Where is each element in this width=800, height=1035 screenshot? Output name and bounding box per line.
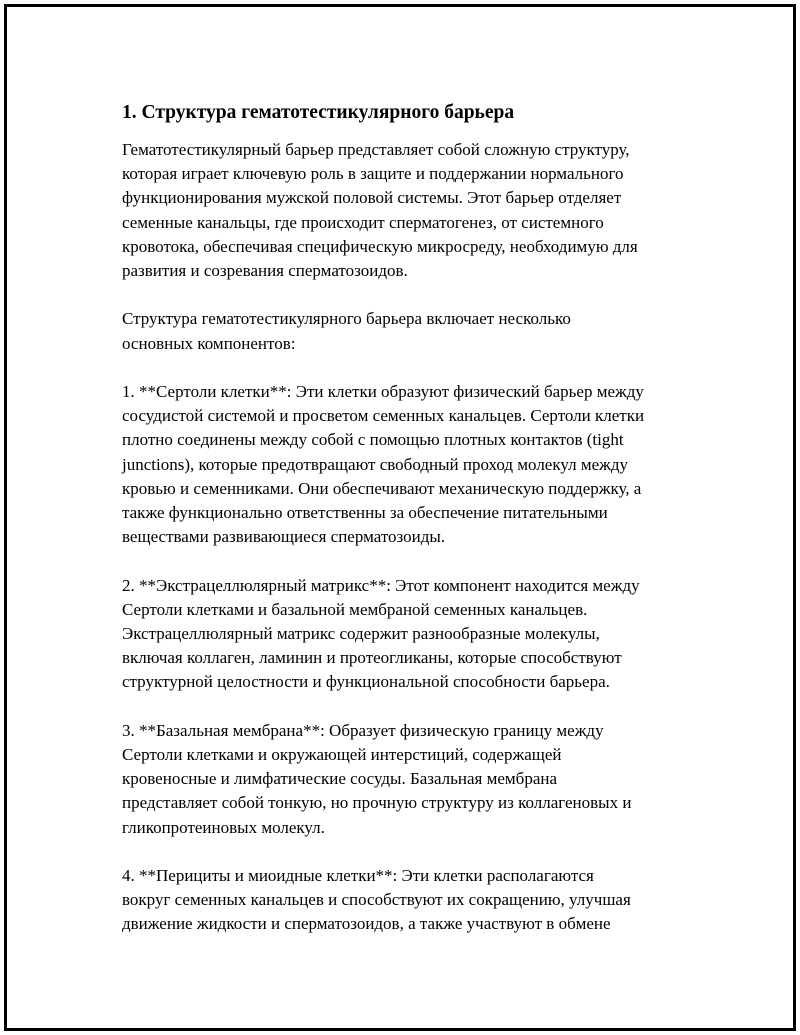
page-frame [4, 4, 796, 1031]
list-item-extracellular-matrix: 2. **Экстрацеллюлярный матрикс**: Этот компонент находится между Сертоли клетками и базальной мембраной семенных канальцев. Экстрацеллюлярный матрикс содержит разнообразные молекулы, включая коллаген, ламинин и протеогликаны, которые способствуют структурной целостности и функциональной способности барьера. [122, 575, 640, 692]
paragraph-components-lead: Структура гематотестикулярного барьера включает несколько основных компонентов: [122, 309, 571, 353]
list-item-basement-membrane: 3. **Базальная мембрана**: Образует физическую границу между Сертоли клетками и окружающей интерстиций, содержащей кровеносные и лимфатические сосуды. Базальная мембрана представляет собой тонкую, но прочную структуру из коллагеновых и гликопротеиновых молекул. [122, 720, 632, 837]
document-body [122, 99, 702, 961]
paragraph-intro: Гематотестикулярный барьер представляет собой сложную структуру, которая играет ключевую роль в защите и поддержании нормального функционирования мужской половой системы. Этот барьер отделяет семенные канальцы, где происходит сперматогенез, от системного кровотока, обеспечивая специфическую микросреду, необходимую для развития и созревания сперматозоидов. [122, 140, 638, 281]
list-item-pericytes-myoid-cells: 4. **Перициты и миоидные клетки**: Эти клетки располагаются вокруг семенных канальцев и способствуют их сокращению, улучшая движение жидкости и сперматозоидов, а также участвуют в обмене [122, 866, 631, 934]
list-item-sertoli-cells: 1. **Сертоли клетки**: Эти клетки образуют физический барьер между сосудистой системой и просветом семенных канальцев. Сертоли клетки плотно соединены между собой с помощью плотных контактов (tight junctions), которые предотвращают свободный проход молекул между кровью и семенниками. Они обеспечивают механическую поддержку, а также функционально ответственны за обеспечение питательными веществами развивающиеся сперматозоиды. [122, 382, 645, 547]
section-heading: 1. Структура гематотестикулярного барьера [122, 102, 515, 123]
